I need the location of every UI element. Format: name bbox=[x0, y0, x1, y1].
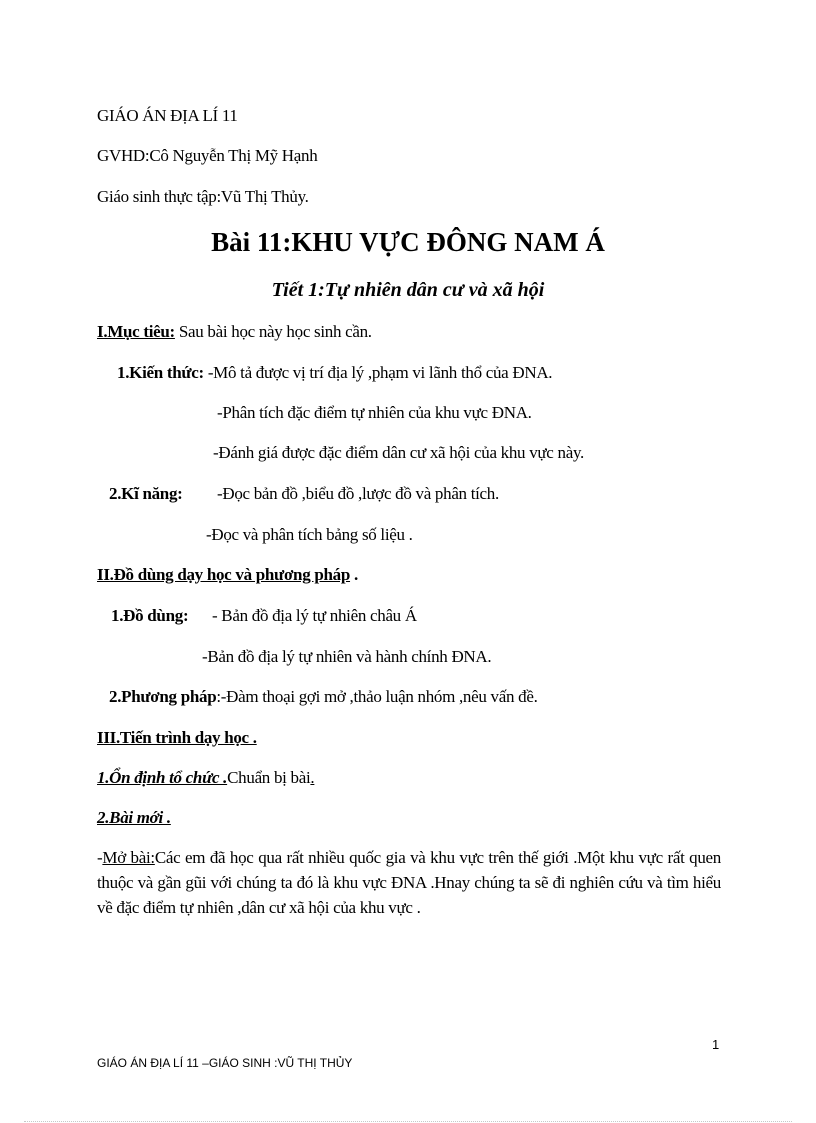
knowledge-label: 1.Kiến thức: bbox=[117, 363, 204, 382]
lesson-subtitle: Tiết 1:Tự nhiên dân cư và xã hội bbox=[271, 279, 545, 301]
objectives-text: Sau bài học này học sinh cần. bbox=[174, 322, 372, 341]
process-heading: III.Tiến trình dạy học . bbox=[97, 728, 257, 747]
knowledge-line bbox=[117, 364, 552, 381]
materials-line bbox=[97, 566, 358, 583]
knowledge-item-2: -Phân tích đặc điểm tự nhiên của khu vực ĐNA. bbox=[217, 403, 532, 422]
objectives-line bbox=[97, 323, 372, 340]
method-text: :-Đàm thoại gợi mở ,thảo luận nhóm ,nêu vấn đề. bbox=[216, 687, 538, 706]
knowledge-item-3: -Đánh giá được đặc điểm dân cư xã hội của khu vực này. bbox=[213, 443, 584, 462]
intro-dash: - bbox=[97, 848, 103, 867]
skills-label: 2.Kĩ năng: bbox=[109, 484, 183, 503]
tools-label: 1.Đồ dùng: bbox=[111, 606, 189, 625]
skills-item-2: -Đọc và phân tích bảng số liệu . bbox=[206, 525, 413, 544]
header-subject: GIÁO ÁN ĐỊA LÍ 11 bbox=[97, 106, 238, 125]
header-supervisor: GVHD:Cô Nguyễn Thị Mỹ Hạnh bbox=[97, 146, 318, 165]
method-line bbox=[109, 688, 538, 705]
objectives-heading: I.Mục tiêu: bbox=[97, 322, 175, 341]
materials-heading: II.Đồ dùng dạy học và phương pháp bbox=[97, 565, 351, 584]
org-text: Chuẩn bị bài bbox=[227, 768, 311, 787]
lesson-title: Bài 11:KHU VỰC ĐÔNG NAM Á bbox=[211, 227, 605, 257]
page-number: 1 bbox=[712, 1037, 720, 1052]
knowledge-item-1: -Mô tả được vị trí địa lý ,phạm vi lãnh thổ của ĐNA. bbox=[203, 363, 553, 382]
new-lesson-heading: 2.Bài mới . bbox=[97, 808, 171, 827]
header-student-teacher: Giáo sinh thực tập:Vũ Thị Thủy. bbox=[97, 187, 309, 206]
org-line bbox=[97, 769, 314, 786]
page-bottom-dotted-rule bbox=[24, 1121, 792, 1122]
materials-heading-suffix: . bbox=[350, 565, 358, 584]
method-label: 2.Phương pháp bbox=[109, 687, 217, 706]
tools-item-1: - Bản đồ địa lý tự nhiên châu Á bbox=[212, 606, 417, 625]
skills-item-1: -Đọc bản đồ ,biểu đồ ,lược đồ và phân tích. bbox=[217, 484, 499, 503]
intro-paragraph bbox=[97, 845, 721, 920]
org-label: 1.Ổn định tổ chức . bbox=[97, 768, 228, 787]
intro-label: Mở bài: bbox=[102, 848, 155, 867]
intro-text: Các em đã học qua rất nhiều quốc gia và khu vực trên thế giới .Một khu vực rất quen thuộc và gần gũi với chúng ta đó là khu vực ĐNA .Hnay chúng ta sẽ đi nghiên cứu và tìm hiểu về đặc điểm tự nhiên ,dân cư xã hội của khu vực . bbox=[97, 848, 721, 917]
tools-item-2: -Bản đồ địa lý tự nhiên và hành chính ĐNA. bbox=[202, 647, 492, 666]
page-footer: GIÁO ÁN ĐỊA LÍ 11 –GIÁO SINH :VŨ THỊ THỦY bbox=[97, 1056, 353, 1070]
org-end: . bbox=[310, 768, 315, 787]
